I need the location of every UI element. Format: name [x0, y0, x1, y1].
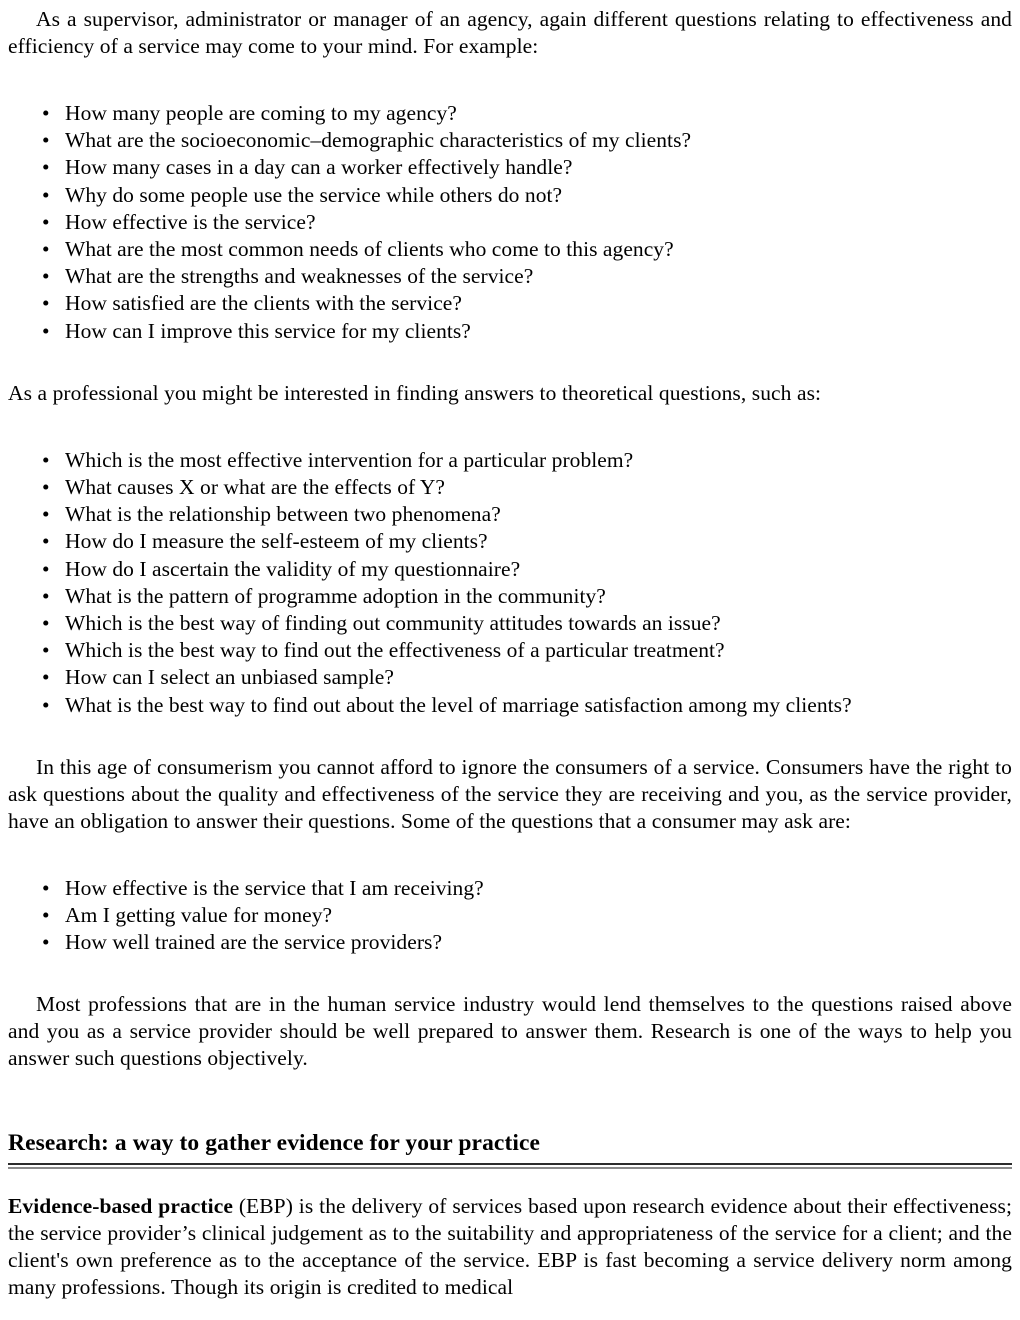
bullet-icon: • — [42, 502, 50, 527]
bullet-icon: • — [42, 529, 50, 554]
list-item — [8, 154, 1012, 181]
list-item — [8, 637, 1012, 664]
consumerism-paragraph: In this age of consumerism you cannot afford to ignore the consumers of a service. Consumers have the right to ask questions about the quality and effectiveness of the service they are receiving and you, as the service provider, have an obligation to answer their questions. Some of the questions that a consumer may ask are: — [8, 754, 1012, 833]
spacer-list-to-lead-in — [8, 345, 1012, 380]
list-item-label: Which is the best way of finding out community attitudes towards an issue? — [65, 611, 721, 636]
bullet-icon: • — [42, 264, 50, 289]
list-item-label: How satisfied are the clients with the service? — [65, 291, 462, 316]
bullet-icon: • — [42, 182, 50, 207]
theoretical-questions-list — [8, 447, 1012, 719]
section-heading: Research: a way to gather evidence for your practice — [8, 1130, 541, 1157]
spacer-list-to-consumerism — [8, 719, 1012, 754]
list-item — [8, 902, 1012, 929]
bullet-icon: • — [42, 556, 50, 581]
list-item — [8, 263, 1012, 290]
list-item-label: What is the relationship between two phenomena? — [65, 502, 501, 527]
spacer-after-divider — [8, 1169, 1012, 1193]
bullet-icon: • — [42, 583, 50, 608]
list-item-label: What is the pattern of programme adoption in the community? — [65, 583, 606, 608]
list-item-label: Why do some people use the service while others do not? — [65, 182, 563, 207]
bullet-icon: • — [42, 638, 50, 663]
list-item — [8, 692, 1012, 719]
list-item — [8, 556, 1012, 583]
bullet-icon: • — [42, 209, 50, 234]
ebp-paragraph-body: (EBP) is the delivery of services based upon research evidence about their effectiveness; the service provider’s clinical judgement as to the suitability and appropriateness of the service for a client; and the client's own preference as to the acceptance of the service. EBP is fast becoming a service delivery norm among many professions. Though its origin is credited to medical — [8, 1194, 1012, 1300]
list-item-label: How effective is the service? — [65, 209, 316, 234]
spacer-list-to-closing — [8, 956, 1012, 991]
spacer-lead-in-to-list — [8, 407, 1012, 447]
ebp-term: Evidence-based practice — [8, 1194, 233, 1219]
spacer-consumerism-to-list — [8, 835, 1012, 875]
list-item — [8, 100, 1012, 127]
list-item-label: What is the best way to find out about the level of marriage satisfaction among my clients? — [65, 692, 852, 717]
bullet-icon: • — [42, 665, 50, 690]
bullet-icon: • — [42, 692, 50, 717]
bullet-icon: • — [42, 291, 50, 316]
list-item-label: How can I improve this service for my clients? — [65, 318, 471, 343]
professional-lead-in-paragraph: As a professional you might be interested in finding answers to theoretical questions, such as: — [8, 380, 822, 405]
list-item-label: How well trained are the service providers? — [65, 930, 443, 955]
list-item — [8, 583, 1012, 610]
list-item-label: Which is the best way to find out the effectiveness of a particular treatment? — [65, 638, 725, 663]
list-item-label: How many people are coming to my agency? — [65, 101, 457, 125]
list-item-label: How many cases in a day can a worker effectively handle? — [65, 155, 573, 180]
list-item — [8, 474, 1012, 501]
spacer-intro-to-list — [8, 60, 1012, 100]
document-content — [8, 0, 1012, 1301]
bullet-icon: • — [42, 155, 50, 180]
bullet-icon: • — [42, 930, 50, 955]
list-item-label: How effective is the service that I am receiving? — [65, 875, 484, 900]
list-item-label: What are the socioeconomic–demographic characteristics of my clients? — [65, 128, 692, 153]
manager-questions-list — [8, 100, 1012, 345]
list-item — [8, 501, 1012, 528]
bullet-icon: • — [42, 611, 50, 636]
bullet-icon: • — [42, 875, 50, 900]
list-item — [8, 875, 1012, 902]
bullet-icon: • — [42, 237, 50, 262]
consumer-questions-list — [8, 875, 1012, 957]
bullet-icon: • — [42, 101, 50, 125]
list-item — [8, 610, 1012, 637]
list-item — [8, 929, 1012, 956]
list-item-label: Am I getting value for money? — [65, 903, 333, 928]
list-item — [8, 528, 1012, 555]
list-item-label: What are the most common needs of clients who come to this agency? — [65, 237, 674, 262]
list-item-label: What are the strengths and weaknesses of the service? — [65, 264, 534, 289]
closing-paragraph: Most professions that are in the human service industry would lend themselves to the questions raised above and you as a service provider should be well prepared to answer them. Research is one of the ways to help you answer such questions objectively. — [8, 992, 1012, 1071]
list-item — [8, 209, 1012, 236]
spacer-before-heading — [8, 1072, 1012, 1128]
list-item-label: Which is the most effective intervention for a particular problem? — [65, 447, 634, 472]
bullet-icon: • — [42, 318, 50, 343]
list-item — [8, 182, 1012, 209]
intro-paragraph: As a supervisor, administrator or manager of an agency, again different questions relating to effectiveness and efficiency of a service may come to your mind. For example: — [8, 7, 1012, 58]
bullet-icon: • — [42, 475, 50, 500]
list-item — [8, 236, 1012, 263]
list-item-label: How can I select an unbiased sample? — [65, 665, 394, 690]
ebp-paragraph — [8, 1193, 1012, 1301]
bullet-icon: • — [42, 128, 50, 153]
bullet-icon: • — [42, 447, 50, 472]
list-item — [8, 447, 1012, 474]
list-item — [8, 290, 1012, 317]
list-item — [8, 318, 1012, 345]
list-item-label: How do I ascertain the validity of my questionnaire? — [65, 556, 521, 581]
list-item-label: How do I measure the self-esteem of my clients? — [65, 529, 488, 554]
list-item — [8, 127, 1012, 154]
list-item-label: What causes X or what are the effects of Y? — [65, 475, 446, 500]
bullet-icon: • — [42, 903, 50, 928]
list-item — [8, 664, 1012, 691]
